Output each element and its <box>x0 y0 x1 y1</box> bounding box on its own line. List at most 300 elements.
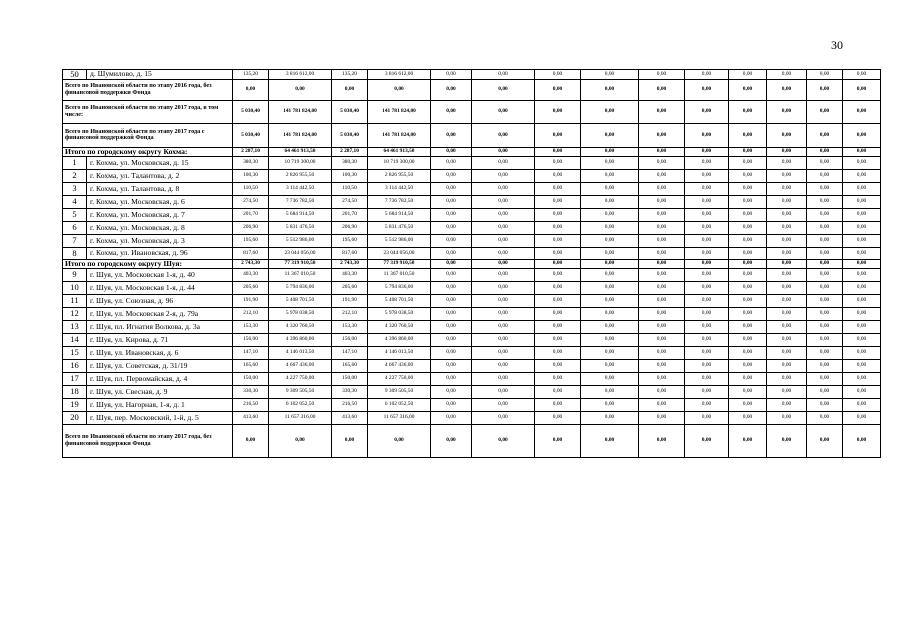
value-cell: 380,30 <box>233 156 269 169</box>
address-cell: г. Шуя, ул. Московская 2-я, д. 79а <box>87 307 233 320</box>
row-number: 14 <box>63 333 87 346</box>
value-cell: 0,00 <box>581 424 639 457</box>
value-cell: 0,00 <box>685 79 729 100</box>
value-cell: 4 396 860,00 <box>269 333 332 346</box>
value-cell: 212,10 <box>233 307 269 320</box>
value-cell: 100,30 <box>332 169 368 182</box>
value-cell: 10 719 300,00 <box>269 156 332 169</box>
value-cell: 817,60 <box>332 247 368 259</box>
value-cell: 0,00 <box>729 156 767 169</box>
value-cell: 2 287,10 <box>332 147 368 156</box>
value-cell: 0,00 <box>431 307 472 320</box>
value-cell: 201,70 <box>233 208 269 221</box>
value-cell: 0,00 <box>431 169 472 182</box>
value-cell: 205,60 <box>233 281 269 294</box>
value-cell: 0,00 <box>431 346 472 359</box>
value-cell: 0,00 <box>431 70 472 80</box>
value-cell: 0,00 <box>729 372 767 385</box>
value-cell: 9 309 505,50 <box>269 385 332 398</box>
value-cell: 0,00 <box>729 259 767 268</box>
value-cell: 0,00 <box>767 307 807 320</box>
value-cell: 0,00 <box>581 100 639 123</box>
value-cell: 5 684 914,50 <box>269 208 332 221</box>
value-cell: 5 030,40 <box>332 123 368 147</box>
value-cell: 0,00 <box>639 294 685 307</box>
value-cell: 0,00 <box>581 411 639 424</box>
value-cell: 0,00 <box>843 307 881 320</box>
value-cell: 0,00 <box>729 234 767 247</box>
value-cell: 0,00 <box>685 268 729 281</box>
value-cell: 4 667 436,00 <box>368 359 431 372</box>
value-cell: 413,60 <box>233 411 269 424</box>
value-cell: 5 030,40 <box>233 123 269 147</box>
value-cell: 0,00 <box>535 247 581 259</box>
value-cell: 0,00 <box>581 169 639 182</box>
row-number: 50 <box>63 70 87 80</box>
value-cell: 0,00 <box>729 247 767 259</box>
address-cell: г. Шуя, пл. Игнатия Волкова, д. 3а <box>87 320 233 333</box>
value-cell: 0,00 <box>767 268 807 281</box>
value-cell: 403,30 <box>233 268 269 281</box>
value-cell: 0,00 <box>767 247 807 259</box>
value-cell: 0,00 <box>431 281 472 294</box>
value-cell: 0,00 <box>581 333 639 346</box>
value-cell: 23 044 056,00 <box>269 247 332 259</box>
value-cell: 0,00 <box>581 70 639 80</box>
value-cell: 0,00 <box>767 70 807 80</box>
value-cell: 206,90 <box>233 221 269 234</box>
value-cell: 0,00 <box>767 281 807 294</box>
value-cell: 0,00 <box>639 123 685 147</box>
value-cell: 0,00 <box>685 123 729 147</box>
value-cell: 0,00 <box>472 182 535 195</box>
value-cell: 0,00 <box>332 424 368 457</box>
value-cell: 0,00 <box>685 385 729 398</box>
value-cell: 0,00 <box>807 424 843 457</box>
value-cell: 0,00 <box>581 385 639 398</box>
value-cell: 0,00 <box>233 424 269 457</box>
value-cell: 110,50 <box>233 182 269 195</box>
table-row <box>63 268 881 281</box>
value-cell: 0,00 <box>472 385 535 398</box>
value-cell: 0,00 <box>767 294 807 307</box>
row-number: 11 <box>63 294 87 307</box>
value-cell: 0,00 <box>431 100 472 123</box>
value-cell: 205,60 <box>332 281 368 294</box>
value-cell: 5 512 986,00 <box>269 234 332 247</box>
address-cell: г. Шуя, ул. Союзная, д. 96 <box>87 294 233 307</box>
value-cell: 0,00 <box>685 346 729 359</box>
value-cell: 0,00 <box>431 195 472 208</box>
value-cell: 0,00 <box>472 372 535 385</box>
value-cell: 0,00 <box>807 385 843 398</box>
row-number: 9 <box>63 268 87 281</box>
value-cell: 0,00 <box>472 359 535 372</box>
value-cell: 0,00 <box>472 247 535 259</box>
value-cell: 0,00 <box>767 156 807 169</box>
value-cell: 0,00 <box>581 268 639 281</box>
value-cell: 206,90 <box>332 221 368 234</box>
value-cell: 0,00 <box>581 346 639 359</box>
value-cell: 0,00 <box>729 195 767 208</box>
value-cell: 0,00 <box>729 424 767 457</box>
value-cell: 0,00 <box>472 424 535 457</box>
value-cell: 0,00 <box>843 247 881 259</box>
value-cell: 380,30 <box>332 156 368 169</box>
row-number: 16 <box>63 359 87 372</box>
value-cell: 0,00 <box>431 320 472 333</box>
address-cell: г. Кохма, ул. Московская, д. 3 <box>87 234 233 247</box>
value-cell: 0,00 <box>685 359 729 372</box>
value-cell: 0,00 <box>685 281 729 294</box>
value-cell: 0,00 <box>729 123 767 147</box>
table-row <box>63 346 881 359</box>
value-cell: 0,00 <box>685 307 729 320</box>
value-cell: 0,00 <box>807 333 843 346</box>
value-cell: 150,00 <box>233 372 269 385</box>
subtotal-label: Итого по городскому округу Кохма: <box>63 147 233 156</box>
value-cell: 0,00 <box>431 208 472 221</box>
value-cell: 153,30 <box>332 320 368 333</box>
value-cell: 0,00 <box>843 268 881 281</box>
value-cell: 0,00 <box>535 156 581 169</box>
value-cell: 274,50 <box>332 195 368 208</box>
row-number: 6 <box>63 221 87 234</box>
value-cell: 0,00 <box>685 247 729 259</box>
value-cell: 0,00 <box>807 70 843 80</box>
value-cell: 77 319 910,50 <box>269 259 332 268</box>
value-cell: 0,00 <box>639 320 685 333</box>
value-cell: 0,00 <box>581 307 639 320</box>
value-cell: 0,00 <box>332 79 368 100</box>
value-cell: 0,00 <box>767 385 807 398</box>
value-cell: 0,00 <box>807 320 843 333</box>
address-cell: г. Кохма, ул. Ивановская, д. 96 <box>87 247 233 259</box>
value-cell: 0,00 <box>269 424 332 457</box>
value-cell: 0,00 <box>843 281 881 294</box>
value-cell: 0,00 <box>535 123 581 147</box>
value-cell: 4 320 760,50 <box>368 320 431 333</box>
value-cell: 0,00 <box>729 208 767 221</box>
value-cell: 0,00 <box>581 208 639 221</box>
value-cell: 274,50 <box>233 195 269 208</box>
value-cell: 0,00 <box>431 385 472 398</box>
value-cell: 0,00 <box>767 424 807 457</box>
value-cell: 0,00 <box>767 398 807 411</box>
value-cell: 0,00 <box>807 359 843 372</box>
address-cell: г. Шуя, ул. Московская 1-я, д. 44 <box>87 281 233 294</box>
value-cell: 77 319 910,50 <box>368 259 431 268</box>
value-cell: 11 657 316,00 <box>368 411 431 424</box>
value-cell: 0,00 <box>729 268 767 281</box>
row-number: 2 <box>63 169 87 182</box>
value-cell: 0,00 <box>729 333 767 346</box>
table-row <box>63 208 881 221</box>
value-cell: 0,00 <box>729 79 767 100</box>
value-cell: 0,00 <box>843 294 881 307</box>
value-cell: 0,00 <box>535 398 581 411</box>
row-number: 19 <box>63 398 87 411</box>
table-row <box>63 385 881 398</box>
value-cell: 0,00 <box>472 398 535 411</box>
value-cell: 0,00 <box>807 169 843 182</box>
value-cell: 0,00 <box>807 268 843 281</box>
value-cell: 0,00 <box>581 398 639 411</box>
address-cell: г. Шуя, ул. Московская 1-я, д. 40 <box>87 268 233 281</box>
value-cell: 4 396 860,00 <box>368 333 431 346</box>
value-cell: 0,00 <box>535 234 581 247</box>
value-cell: 0,00 <box>843 333 881 346</box>
value-cell: 11 367 010,50 <box>368 268 431 281</box>
subtotal-row <box>63 147 881 156</box>
value-cell: 0,00 <box>639 259 685 268</box>
row-number: 3 <box>63 182 87 195</box>
value-cell: 0,00 <box>685 208 729 221</box>
value-cell: 0,00 <box>472 208 535 221</box>
value-cell: 0,00 <box>685 411 729 424</box>
value-cell: 0,00 <box>535 221 581 234</box>
value-cell: 0,00 <box>472 234 535 247</box>
table-row <box>63 156 881 169</box>
row-number: 8 <box>63 247 87 259</box>
value-cell: 0,00 <box>472 411 535 424</box>
value-cell: 0,00 <box>639 182 685 195</box>
value-cell: 0,00 <box>639 147 685 156</box>
table-row <box>63 169 881 182</box>
value-cell: 0,00 <box>729 385 767 398</box>
value-cell: 0,00 <box>472 221 535 234</box>
value-cell: 10 719 300,00 <box>368 156 431 169</box>
value-cell: 0,00 <box>685 333 729 346</box>
value-cell: 0,00 <box>685 320 729 333</box>
table-row <box>63 320 881 333</box>
value-cell: 0,00 <box>535 100 581 123</box>
value-cell: 0,00 <box>685 424 729 457</box>
value-cell: 0,00 <box>639 79 685 100</box>
value-cell: 0,00 <box>843 372 881 385</box>
value-cell: 0,00 <box>535 359 581 372</box>
value-cell: 0,00 <box>431 79 472 100</box>
value-cell: 0,00 <box>581 182 639 195</box>
value-cell: 0,00 <box>767 234 807 247</box>
value-cell: 141 781 824,00 <box>269 100 332 123</box>
value-cell: 153,30 <box>233 320 269 333</box>
value-cell: 4 227 750,00 <box>269 372 332 385</box>
value-cell: 0,00 <box>767 320 807 333</box>
value-cell: 0,00 <box>843 398 881 411</box>
value-cell: 0,00 <box>843 195 881 208</box>
value-cell: 0,00 <box>472 346 535 359</box>
value-cell: 5 408 701,50 <box>368 294 431 307</box>
address-cell: г. Кохма, ул. Московская, д. 7 <box>87 208 233 221</box>
value-cell: 0,00 <box>767 195 807 208</box>
value-cell: 0,00 <box>685 294 729 307</box>
value-cell: 0,00 <box>581 359 639 372</box>
value-cell: 0,00 <box>807 411 843 424</box>
value-cell: 0,00 <box>767 123 807 147</box>
value-cell: 7 736 782,50 <box>269 195 332 208</box>
value-cell: 4 667 436,00 <box>269 359 332 372</box>
value-cell: 0,00 <box>431 234 472 247</box>
value-cell: 0,00 <box>639 70 685 80</box>
value-cell: 216,50 <box>233 398 269 411</box>
address-cell: г. Кохма, ул. Московская, д. 6 <box>87 195 233 208</box>
value-cell: 3 816 612,00 <box>368 70 431 80</box>
value-cell: 0,00 <box>639 195 685 208</box>
value-cell: 0,00 <box>581 281 639 294</box>
value-cell: 6 102 052,50 <box>368 398 431 411</box>
value-cell: 0,00 <box>767 79 807 100</box>
row-number: 20 <box>63 411 87 424</box>
value-cell: 0,00 <box>639 247 685 259</box>
page-number: 30 <box>831 38 843 52</box>
value-cell: 0,00 <box>807 372 843 385</box>
address-cell: г. Шуя, ул. Советская, д. 31/19 <box>87 359 233 372</box>
value-cell: 0,00 <box>729 281 767 294</box>
row-number: 15 <box>63 346 87 359</box>
value-cell: 0,00 <box>472 320 535 333</box>
value-cell: 0,00 <box>729 100 767 123</box>
value-cell: 0,00 <box>685 147 729 156</box>
value-cell: 0,00 <box>431 411 472 424</box>
value-cell: 0,00 <box>535 307 581 320</box>
value-cell: 0,00 <box>685 259 729 268</box>
value-cell: 0,00 <box>807 221 843 234</box>
value-cell: 0,00 <box>472 169 535 182</box>
value-cell: 0,00 <box>431 294 472 307</box>
value-cell: 0,00 <box>535 424 581 457</box>
row-number: 13 <box>63 320 87 333</box>
value-cell: 4 320 760,50 <box>269 320 332 333</box>
table-row <box>63 247 881 259</box>
value-cell: 212,10 <box>332 307 368 320</box>
value-cell: 0,00 <box>639 333 685 346</box>
value-cell: 0,00 <box>729 411 767 424</box>
value-cell: 64 461 913,50 <box>368 147 431 156</box>
value-cell: 0,00 <box>843 359 881 372</box>
value-cell: 0,00 <box>685 221 729 234</box>
value-cell: 5 978 038,50 <box>269 307 332 320</box>
value-cell: 0,00 <box>581 372 639 385</box>
subtotal-row <box>63 259 881 268</box>
value-cell: 0,00 <box>767 372 807 385</box>
value-cell: 216,50 <box>332 398 368 411</box>
value-cell: 0,00 <box>431 221 472 234</box>
value-cell: 0,00 <box>535 372 581 385</box>
value-cell: 330,30 <box>332 385 368 398</box>
value-cell: 0,00 <box>843 385 881 398</box>
value-cell: 0,00 <box>535 320 581 333</box>
value-cell: 0,00 <box>729 182 767 195</box>
value-cell: 0,00 <box>729 398 767 411</box>
value-cell: 0,00 <box>639 208 685 221</box>
value-cell: 0,00 <box>807 208 843 221</box>
value-cell: 0,00 <box>639 346 685 359</box>
value-cell: 2 826 955,50 <box>269 169 332 182</box>
value-cell: 0,00 <box>535 411 581 424</box>
value-cell: 0,00 <box>639 359 685 372</box>
value-cell: 0,00 <box>685 398 729 411</box>
address-cell: г. Шуя, ул. Кирова, д. 71 <box>87 333 233 346</box>
value-cell: 0,00 <box>843 234 881 247</box>
value-cell: 0,00 <box>843 156 881 169</box>
value-cell: 0,00 <box>843 346 881 359</box>
value-cell: 0,00 <box>807 100 843 123</box>
value-cell: 0,00 <box>535 346 581 359</box>
address-cell: г. Кохма, ул. Талантова, д. 8 <box>87 182 233 195</box>
value-cell: 0,00 <box>431 147 472 156</box>
value-cell: 5 831 476,50 <box>269 221 332 234</box>
value-cell: 110,50 <box>332 182 368 195</box>
value-cell: 413,60 <box>332 411 368 424</box>
value-cell: 195,60 <box>332 234 368 247</box>
value-cell: 0,00 <box>843 259 881 268</box>
value-cell: 0,00 <box>843 70 881 80</box>
value-cell: 0,00 <box>729 359 767 372</box>
total-label: Всего по Ивановской области по этапу 2017 года с финансовой поддержкой Фонда <box>63 123 233 147</box>
address-cell: г. Шуя, пер. Московский, 1-й, д. 5 <box>87 411 233 424</box>
value-cell: 0,00 <box>535 268 581 281</box>
value-cell: 4 146 013,50 <box>269 346 332 359</box>
table-row <box>63 333 881 346</box>
value-cell: 0,00 <box>767 208 807 221</box>
value-cell: 0,00 <box>807 398 843 411</box>
row-number: 12 <box>63 307 87 320</box>
table-row <box>63 195 881 208</box>
total-row <box>63 424 881 457</box>
value-cell: 0,00 <box>472 294 535 307</box>
value-cell: 0,00 <box>807 195 843 208</box>
value-cell: 11 657 316,00 <box>269 411 332 424</box>
value-cell: 2 743,30 <box>332 259 368 268</box>
value-cell: 5 512 986,00 <box>368 234 431 247</box>
value-cell: 330,30 <box>233 385 269 398</box>
value-cell: 0,00 <box>535 385 581 398</box>
value-cell: 0,00 <box>639 398 685 411</box>
table-row <box>63 398 881 411</box>
subtotal-label: Итого по городскому округу Шуя: <box>63 259 233 268</box>
value-cell: 0,00 <box>843 182 881 195</box>
value-cell: 0,00 <box>767 100 807 123</box>
value-cell: 0,00 <box>685 100 729 123</box>
value-cell: 156,00 <box>332 333 368 346</box>
value-cell: 141 781 824,00 <box>368 100 431 123</box>
row-number: 10 <box>63 281 87 294</box>
table-row <box>63 70 881 80</box>
value-cell: 0,00 <box>807 182 843 195</box>
value-cell: 0,00 <box>767 359 807 372</box>
value-cell: 0,00 <box>729 307 767 320</box>
value-cell: 0,00 <box>807 307 843 320</box>
value-cell: 0,00 <box>431 156 472 169</box>
value-cell: 0,00 <box>807 247 843 259</box>
value-cell: 0,00 <box>767 221 807 234</box>
value-cell: 0,00 <box>685 195 729 208</box>
value-cell: 0,00 <box>581 259 639 268</box>
value-cell: 5 684 914,50 <box>368 208 431 221</box>
value-cell: 0,00 <box>807 123 843 147</box>
address-cell: г. Шуя, пл. Первомайская, д. 4 <box>87 372 233 385</box>
value-cell: 0,00 <box>535 195 581 208</box>
row-number: 7 <box>63 234 87 247</box>
value-cell: 165,60 <box>233 359 269 372</box>
value-cell: 0,00 <box>581 156 639 169</box>
value-cell: 3 114 442,50 <box>368 182 431 195</box>
value-cell: 6 102 052,50 <box>269 398 332 411</box>
value-cell: 0,00 <box>767 259 807 268</box>
value-cell: 817,60 <box>233 247 269 259</box>
value-cell: 0,00 <box>843 79 881 100</box>
